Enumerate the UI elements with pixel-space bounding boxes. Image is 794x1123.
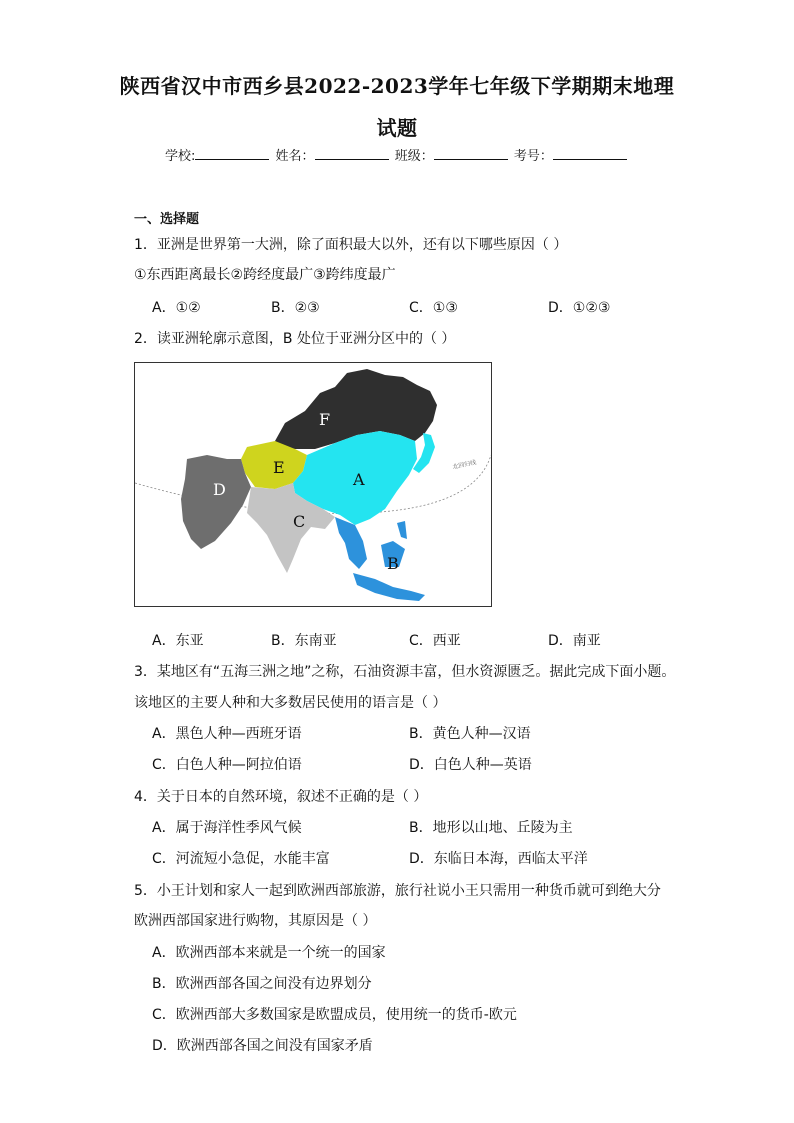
- q4-option-c[interactable]: C．河流短小急促，水能丰富: [152, 851, 330, 867]
- page-title: 陕西省汉中市西乡县2022-2023学年七年级下学期期末地理: [119, 74, 675, 98]
- q4-option-d[interactable]: D．东临日本海，西临太平洋: [409, 851, 588, 867]
- name-blank[interactable]: [315, 147, 389, 160]
- region-b-islands: [353, 573, 425, 601]
- name-label: 姓名：: [275, 149, 315, 164]
- region-b-philippines: [397, 521, 407, 539]
- asia-map: [134, 362, 492, 607]
- q5-stem-1: 5．小王计划和家人一起到欧洲西部旅游，旅行社说小王只需用一种货币就可到绝大分: [134, 883, 661, 899]
- region-b-indochina: [335, 517, 367, 569]
- exam-no-label: 考号：: [513, 149, 553, 164]
- map-label-a: A: [353, 470, 365, 489]
- q1-stem: 1．亚洲是世界第一大洲，除了面积最大以外，还有以下哪些原因（ ）: [134, 237, 568, 253]
- q4-option-b[interactable]: B．地形以山地、丘陵为主: [409, 820, 573, 836]
- q3-option-c[interactable]: C．白色人种—阿拉伯语: [152, 757, 302, 773]
- q3-option-d[interactable]: D．白色人种—英语: [409, 757, 532, 773]
- region-d-west-asia: [181, 455, 251, 549]
- school-label: 学校:: [165, 149, 196, 164]
- q5-option-b[interactable]: B．欧洲西部各国之间没有边界划分: [152, 976, 372, 992]
- q3-stem-2: 该地区的主要人种和大多数居民使用的语言是（ ）: [134, 695, 447, 711]
- q2-option-a[interactable]: A．东亚: [152, 633, 204, 649]
- q3-option-b[interactable]: B．黄色人种—汉语: [409, 726, 531, 742]
- map-tropic-label: 北回归线: [451, 459, 477, 471]
- q5-option-c[interactable]: C．欧洲西部大多数国家是欧盟成员，使用统一的货币-欧元: [152, 1007, 517, 1023]
- map-label-f: F: [319, 410, 331, 429]
- section-heading: 一、选择题: [134, 212, 200, 227]
- map-label-d: D: [213, 480, 226, 499]
- page-title-continued: 试题: [376, 116, 418, 140]
- q2-option-c[interactable]: C．西亚: [409, 633, 461, 649]
- q4-option-a[interactable]: A．属于海洋性季风气候: [152, 820, 302, 836]
- map-label-b: B: [387, 554, 399, 573]
- map-label-c: C: [293, 512, 306, 531]
- q5-stem-2: 欧洲西部国家进行购物，其原因是（ ）: [134, 913, 377, 929]
- q4-stem: 4．关于日本的自然环境，叙述不正确的是（ ）: [134, 789, 428, 805]
- q1-option-a[interactable]: A．①②: [152, 300, 201, 316]
- class-blank[interactable]: [434, 147, 508, 160]
- q2-option-b[interactable]: B．东南亚: [271, 633, 337, 649]
- q2-option-d[interactable]: D．南亚: [548, 633, 601, 649]
- student-info-line: [165, 145, 629, 164]
- map-label-e: E: [273, 458, 285, 477]
- class-label: 班级：: [394, 149, 434, 164]
- q3-stem-1: 3．某地区有“五海三洲之地”之称，石油资源丰富，但水资源匮乏。据此完成下面小题。: [134, 664, 676, 680]
- q2-stem: 2．读亚洲轮廓示意图，B 处位于亚洲分区中的（ ）: [134, 331, 456, 347]
- q5-option-d[interactable]: D．欧洲西部各国之间没有国家矛盾: [152, 1038, 373, 1054]
- asia-map-svg: [135, 363, 491, 606]
- q1-option-c[interactable]: C．①③: [409, 300, 458, 316]
- q1-list: ①东西距离最长②跨经度最广③跨纬度最广: [134, 267, 396, 283]
- q5-option-a[interactable]: A．欧洲西部本来就是一个统一的国家: [152, 945, 386, 961]
- q1-option-b[interactable]: B．②③: [271, 300, 320, 316]
- q1-option-d[interactable]: D．①②③: [548, 300, 611, 316]
- q3-option-a[interactable]: A．黑色人种—西班牙语: [152, 726, 302, 742]
- school-blank[interactable]: [195, 147, 269, 160]
- exam-no-blank[interactable]: [553, 147, 627, 160]
